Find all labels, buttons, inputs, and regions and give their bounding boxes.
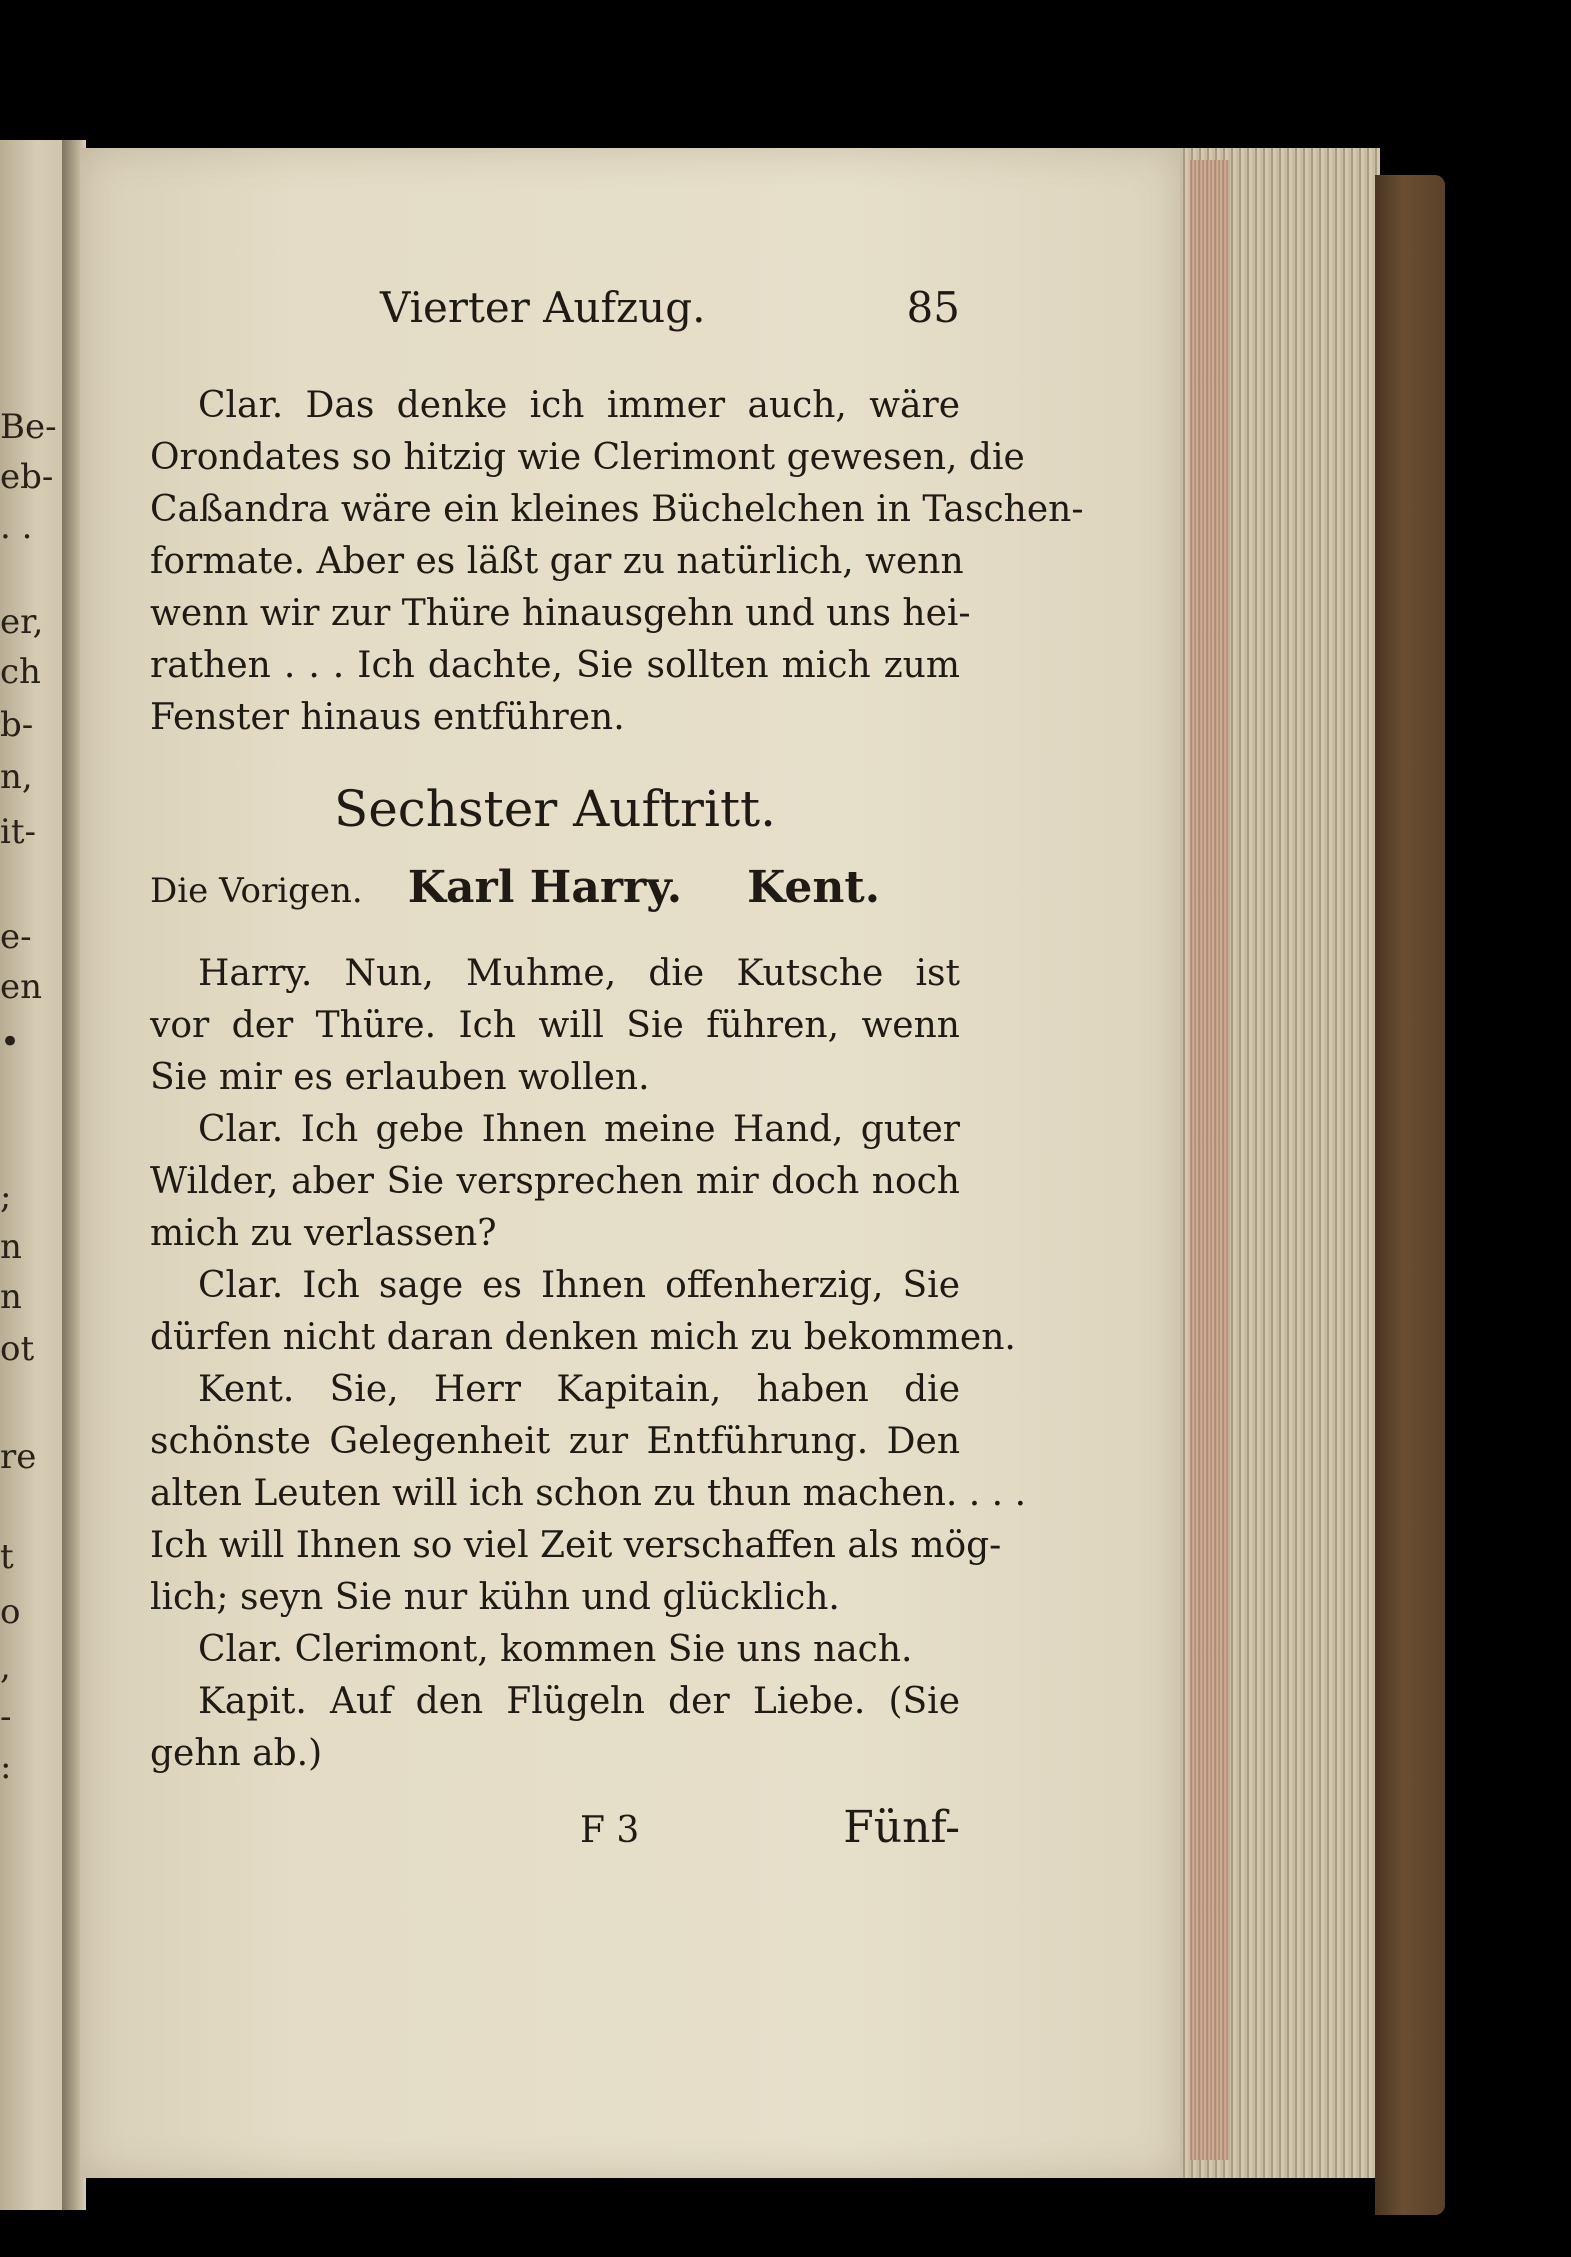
left-fragment: en xyxy=(0,967,43,1007)
left-fragment: n, xyxy=(0,757,33,797)
left-fragment: ch xyxy=(0,652,41,692)
text-line: Harry. Nun, Muhme, die Kutsche ist xyxy=(198,953,960,994)
left-fragment: n xyxy=(0,1277,22,1317)
left-fragment: . . xyxy=(0,507,33,547)
left-fragment: : xyxy=(0,1747,12,1787)
page-edges-tint xyxy=(1190,160,1230,2160)
running-head: Vierter Aufzug. xyxy=(380,283,706,332)
text-line: lich; seyn Sie nur kühn und glücklich. xyxy=(150,1577,840,1618)
text-line: formate. Aber es läßt gar zu natürlich, wenn xyxy=(150,541,964,582)
text-line: wenn wir zur Thüre hinausgehn und uns hei- xyxy=(150,593,971,634)
text-line: gehn ab.) xyxy=(150,1733,323,1774)
page-number: 85 xyxy=(906,283,960,332)
catchword: Fünf- xyxy=(843,1802,960,1853)
left-fragment: o xyxy=(0,1592,21,1632)
text-line: Clar. Clerimont, kommen Sie uns nach. xyxy=(198,1629,913,1670)
text-line: vor der Thüre. Ich will Sie führen, wenn xyxy=(150,1005,960,1046)
left-fragment: , xyxy=(0,1647,11,1687)
left-fragment: t xyxy=(0,1537,14,1577)
page-footer xyxy=(150,1802,960,1870)
cast-name: Kent. xyxy=(747,862,881,913)
left-fragment: ; xyxy=(0,1177,12,1217)
cast-list xyxy=(150,862,960,913)
text-line: Kapit. Auf den Flügeln der Liebe. (Sie xyxy=(198,1681,960,1722)
text-line: schönste Gelegenheit zur Entführung. Den xyxy=(150,1421,960,1462)
left-fragment: eb- xyxy=(0,457,54,497)
text-line: Fenster hinaus entführen. xyxy=(150,697,625,738)
text-line: dürfen nicht daran denken mich zu bekommen. xyxy=(150,1317,1016,1358)
book-cover xyxy=(1375,175,1445,2215)
cast-name: Karl Harry. xyxy=(407,862,683,913)
left-fragment: - xyxy=(0,1697,12,1737)
text-line: rathen . . . Ich dachte, Sie sollten mich zum xyxy=(150,645,960,686)
text-line: Kent. Sie, Herr Kapitain, haben die xyxy=(198,1369,960,1410)
text-line: Clar. Ich gebe Ihnen meine Hand, guter xyxy=(198,1109,960,1150)
text-line: mich zu verlassen? xyxy=(150,1213,497,1254)
left-fragment: n xyxy=(0,1227,22,1267)
left-page-sliver xyxy=(0,140,68,2210)
left-fragment: ot xyxy=(0,1329,35,1369)
cast-intro: Die Vorigen. xyxy=(150,871,363,911)
text-line: Clar. Ich sage es Ihnen offenherzig, Sie xyxy=(198,1265,960,1306)
text-line: Caßandra wäre ein kleines Büchelchen in Taschen- xyxy=(150,489,1084,530)
text-line: Ich will Ihnen so viel Zeit verschaffen als mög- xyxy=(150,1525,1002,1566)
page-header xyxy=(150,283,960,343)
left-fragment: Be- xyxy=(0,407,57,447)
left-fragment: • xyxy=(0,1022,21,1062)
scene-title: Sechster Auftritt. xyxy=(333,780,777,838)
signature-mark: F 3 xyxy=(580,1810,640,1851)
left-fragment: b- xyxy=(0,705,34,745)
text-line: alten Leuten will ich schon zu thun machen. . . . xyxy=(150,1473,1027,1514)
text-line: Orondates so hitzig wie Clerimont gewesen, die xyxy=(150,437,1025,478)
left-fragment: e- xyxy=(0,917,32,957)
left-fragment: it- xyxy=(0,812,37,852)
text-line: Sie mir es erlauben wollen. xyxy=(150,1057,650,1098)
left-fragment: re xyxy=(0,1437,37,1477)
text-line: Clar. Das denke ich immer auch, wäre xyxy=(198,385,960,426)
text-line: Wilder, aber Sie versprechen mir doch noch xyxy=(150,1161,960,1202)
left-fragment: er, xyxy=(0,602,44,642)
